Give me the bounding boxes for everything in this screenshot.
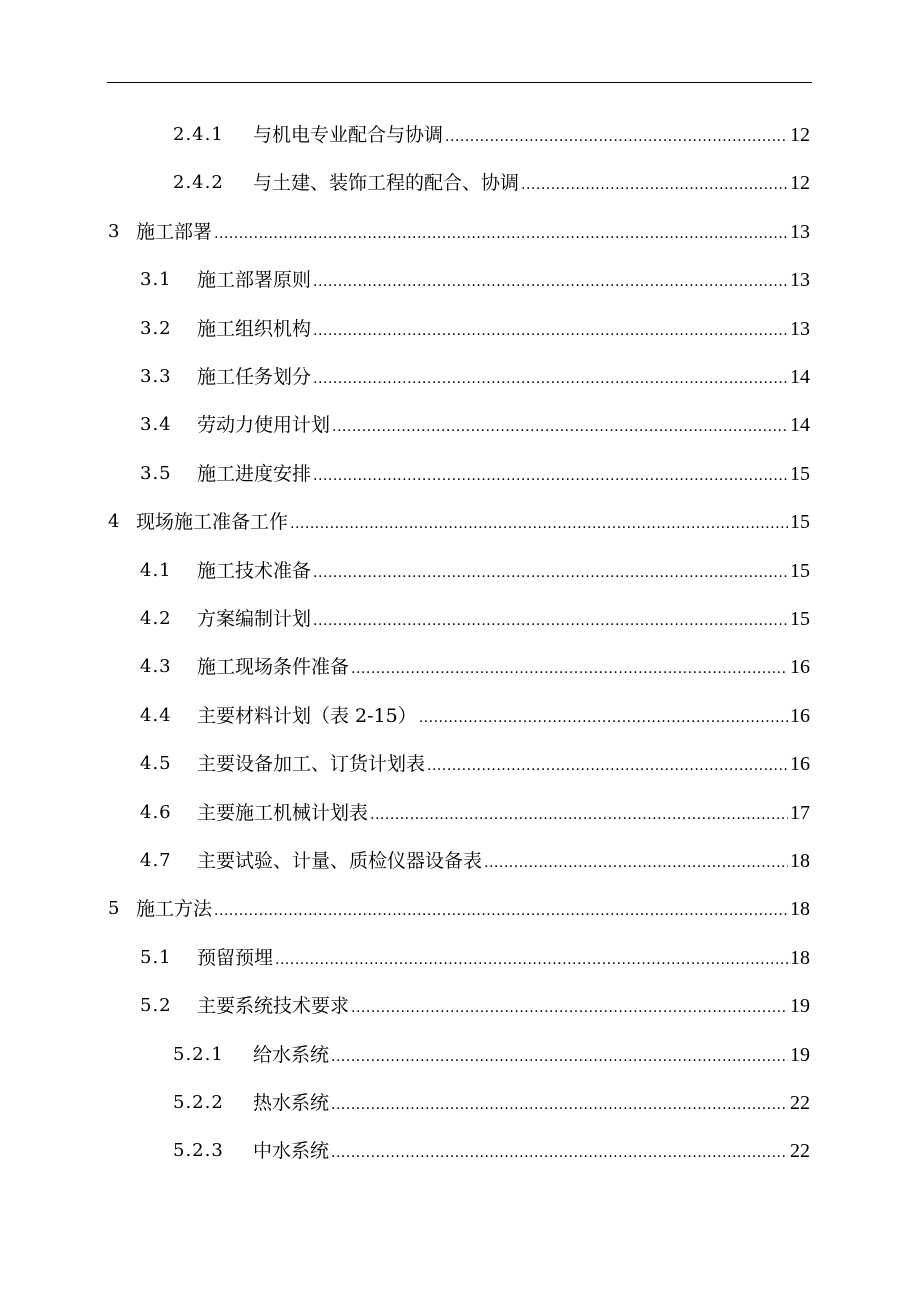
toc-entry-title: 与机电专业配合与协调 [253,124,444,146]
toc-entry-page: 15 [790,608,810,630]
toc-entry[interactable] [140,554,810,582]
toc-leader-dots [313,318,788,340]
toc-leader-dots [332,414,788,436]
toc-entry-number: 2.4.1 [173,124,224,145]
toc-entry-title: 热水系统 [253,1092,330,1114]
toc-leader-dots [419,705,788,727]
toc-entry-number: 5.2.3 [173,1140,224,1162]
toc-entry-number: 4.7 [140,850,172,871]
toc-entry-number: 4.1 [140,559,172,581]
toc-leader-dots [331,1044,788,1066]
toc-entry-number: 4.2 [140,608,172,629]
toc-leader-dots [521,172,788,194]
toc-entry-title: 给水系统 [253,1043,330,1066]
toc-leader-dots [427,753,788,775]
toc-leader-dots [313,560,788,582]
toc-entry-page: 14 [790,414,810,437]
toc-entry-title: 中水系统 [253,1140,330,1163]
toc-leader-dots [445,124,788,146]
toc-entry-title: 施工进度安排 [197,462,312,485]
toc-leader-dots [351,656,788,678]
toc-entry[interactable] [140,941,810,969]
toc-entry-title: 施工技术准备 [197,559,312,582]
toc-entry-title: 预留预埋 [197,946,274,969]
toc-leader-dots [214,221,788,243]
toc-entry-title: 方案编制计划 [197,608,312,630]
toc-entry-page: 16 [790,704,810,727]
toc-entry-title: 主要施工机械计划表 [197,801,369,824]
toc-entry-title: 施工组织机构 [197,317,312,340]
toc-leader-dots [275,947,788,969]
toc-entry-title: 与土建、装饰工程的配合、协调 [253,172,520,195]
toc-entry-number: 5.2 [140,995,172,1017]
toc-entry[interactable] [140,457,810,485]
toc-entry[interactable] [140,263,810,291]
toc-entry-number: 4 [108,511,121,533]
toc-entry-page: 12 [790,124,810,146]
toc-entry-page: 22 [790,1092,810,1114]
toc-entry-number: 4.5 [140,753,172,775]
toc-entry[interactable] [173,1134,810,1162]
toc-entry-page: 15 [790,511,810,534]
toc-entry-number: 3.3 [140,366,172,387]
toc-entry[interactable] [140,650,810,678]
toc-entry-number: 3.4 [140,414,172,436]
toc-entry-title: 施工现场条件准备 [197,656,350,679]
toc-entry-number: 5.1 [140,946,172,968]
toc-entry-number: 2.4.2 [173,172,224,194]
toc-entry-title: 主要系统技术要求 [197,995,350,1018]
toc-leader-dots [313,366,788,388]
toc-entry-number: 3.1 [140,269,172,291]
toc-entry-page: 19 [790,995,810,1018]
toc-leader-dots [331,1092,788,1114]
toc-entry-number: 5.2.2 [173,1092,224,1113]
toc-leader-dots [290,511,788,533]
toc-entry[interactable] [173,118,810,146]
toc-entry-title: 主要设备加工、订货计划表 [197,753,426,776]
toc-entry-page: 18 [790,850,810,872]
toc-entry-page: 22 [790,1140,810,1163]
toc-entry-number: 4.4 [140,704,172,726]
toc-entry-page: 16 [790,753,810,776]
toc-entry[interactable] [140,699,810,727]
header-rule [107,82,812,83]
toc-entry-title: 劳动力使用计划 [197,414,331,437]
toc-entry-page: 15 [790,462,810,485]
toc-entry[interactable] [108,505,810,533]
toc-entry-number: 3.2 [140,317,172,339]
toc-entry[interactable] [140,408,810,436]
toc-leader-dots [313,463,788,485]
toc-entry-page: 13 [790,317,810,340]
toc-entry-page: 16 [790,656,810,679]
toc-entry-number: 3.5 [140,462,172,484]
toc-entry[interactable] [140,844,810,872]
toc-entry-page: 19 [790,1043,810,1066]
toc-leader-dots [351,995,788,1017]
toc-leader-dots [370,802,788,824]
toc-entry-number: 3 [108,220,121,242]
toc-entry[interactable] [140,796,810,824]
toc-leader-dots [484,850,788,872]
toc-leader-dots [214,898,788,920]
toc-entry-title: 施工任务划分 [197,366,312,388]
toc-entry-page: 17 [790,801,810,824]
toc-entry-title: 主要试验、计量、质检仪器设备表 [197,850,483,872]
toc-entry-page: 15 [790,559,810,582]
toc-entry-page: 13 [790,220,810,243]
toc-entry[interactable] [108,215,810,243]
toc-entry-page: 13 [790,269,810,292]
toc-entry-page: 18 [790,946,810,969]
toc-leader-dots [331,1140,788,1162]
toc-entry-number: 4.6 [140,801,172,823]
toc-entry-page: 12 [790,172,810,195]
toc-entry-title: 现场施工准备工作 [136,511,289,534]
toc-entry[interactable] [173,1038,810,1066]
toc-entry[interactable] [140,747,810,775]
toc-entry[interactable] [173,166,810,194]
toc-entry-page: 18 [790,898,810,921]
toc-entry[interactable] [140,312,810,340]
toc-entry[interactable] [108,892,810,920]
toc-leader-dots [313,269,788,291]
toc-entry-page: 14 [790,366,810,388]
toc-entry-number: 5.2.1 [173,1043,224,1065]
toc-entry-title: 施工方法 [136,898,213,921]
toc-entry-number: 4.3 [140,656,172,678]
toc-leader-dots [313,608,788,630]
toc-entry[interactable] [140,360,810,388]
toc-entry[interactable] [140,602,810,630]
toc-entry-title: 施工部署原则 [197,269,312,292]
toc-entry-number: 5 [108,898,121,920]
toc-entry[interactable] [140,989,810,1017]
toc-entry-title: 施工部署 [136,220,213,243]
toc-entry[interactable] [173,1086,810,1114]
toc-entry-title: 主要材料计划（表 2-15） [197,704,417,727]
